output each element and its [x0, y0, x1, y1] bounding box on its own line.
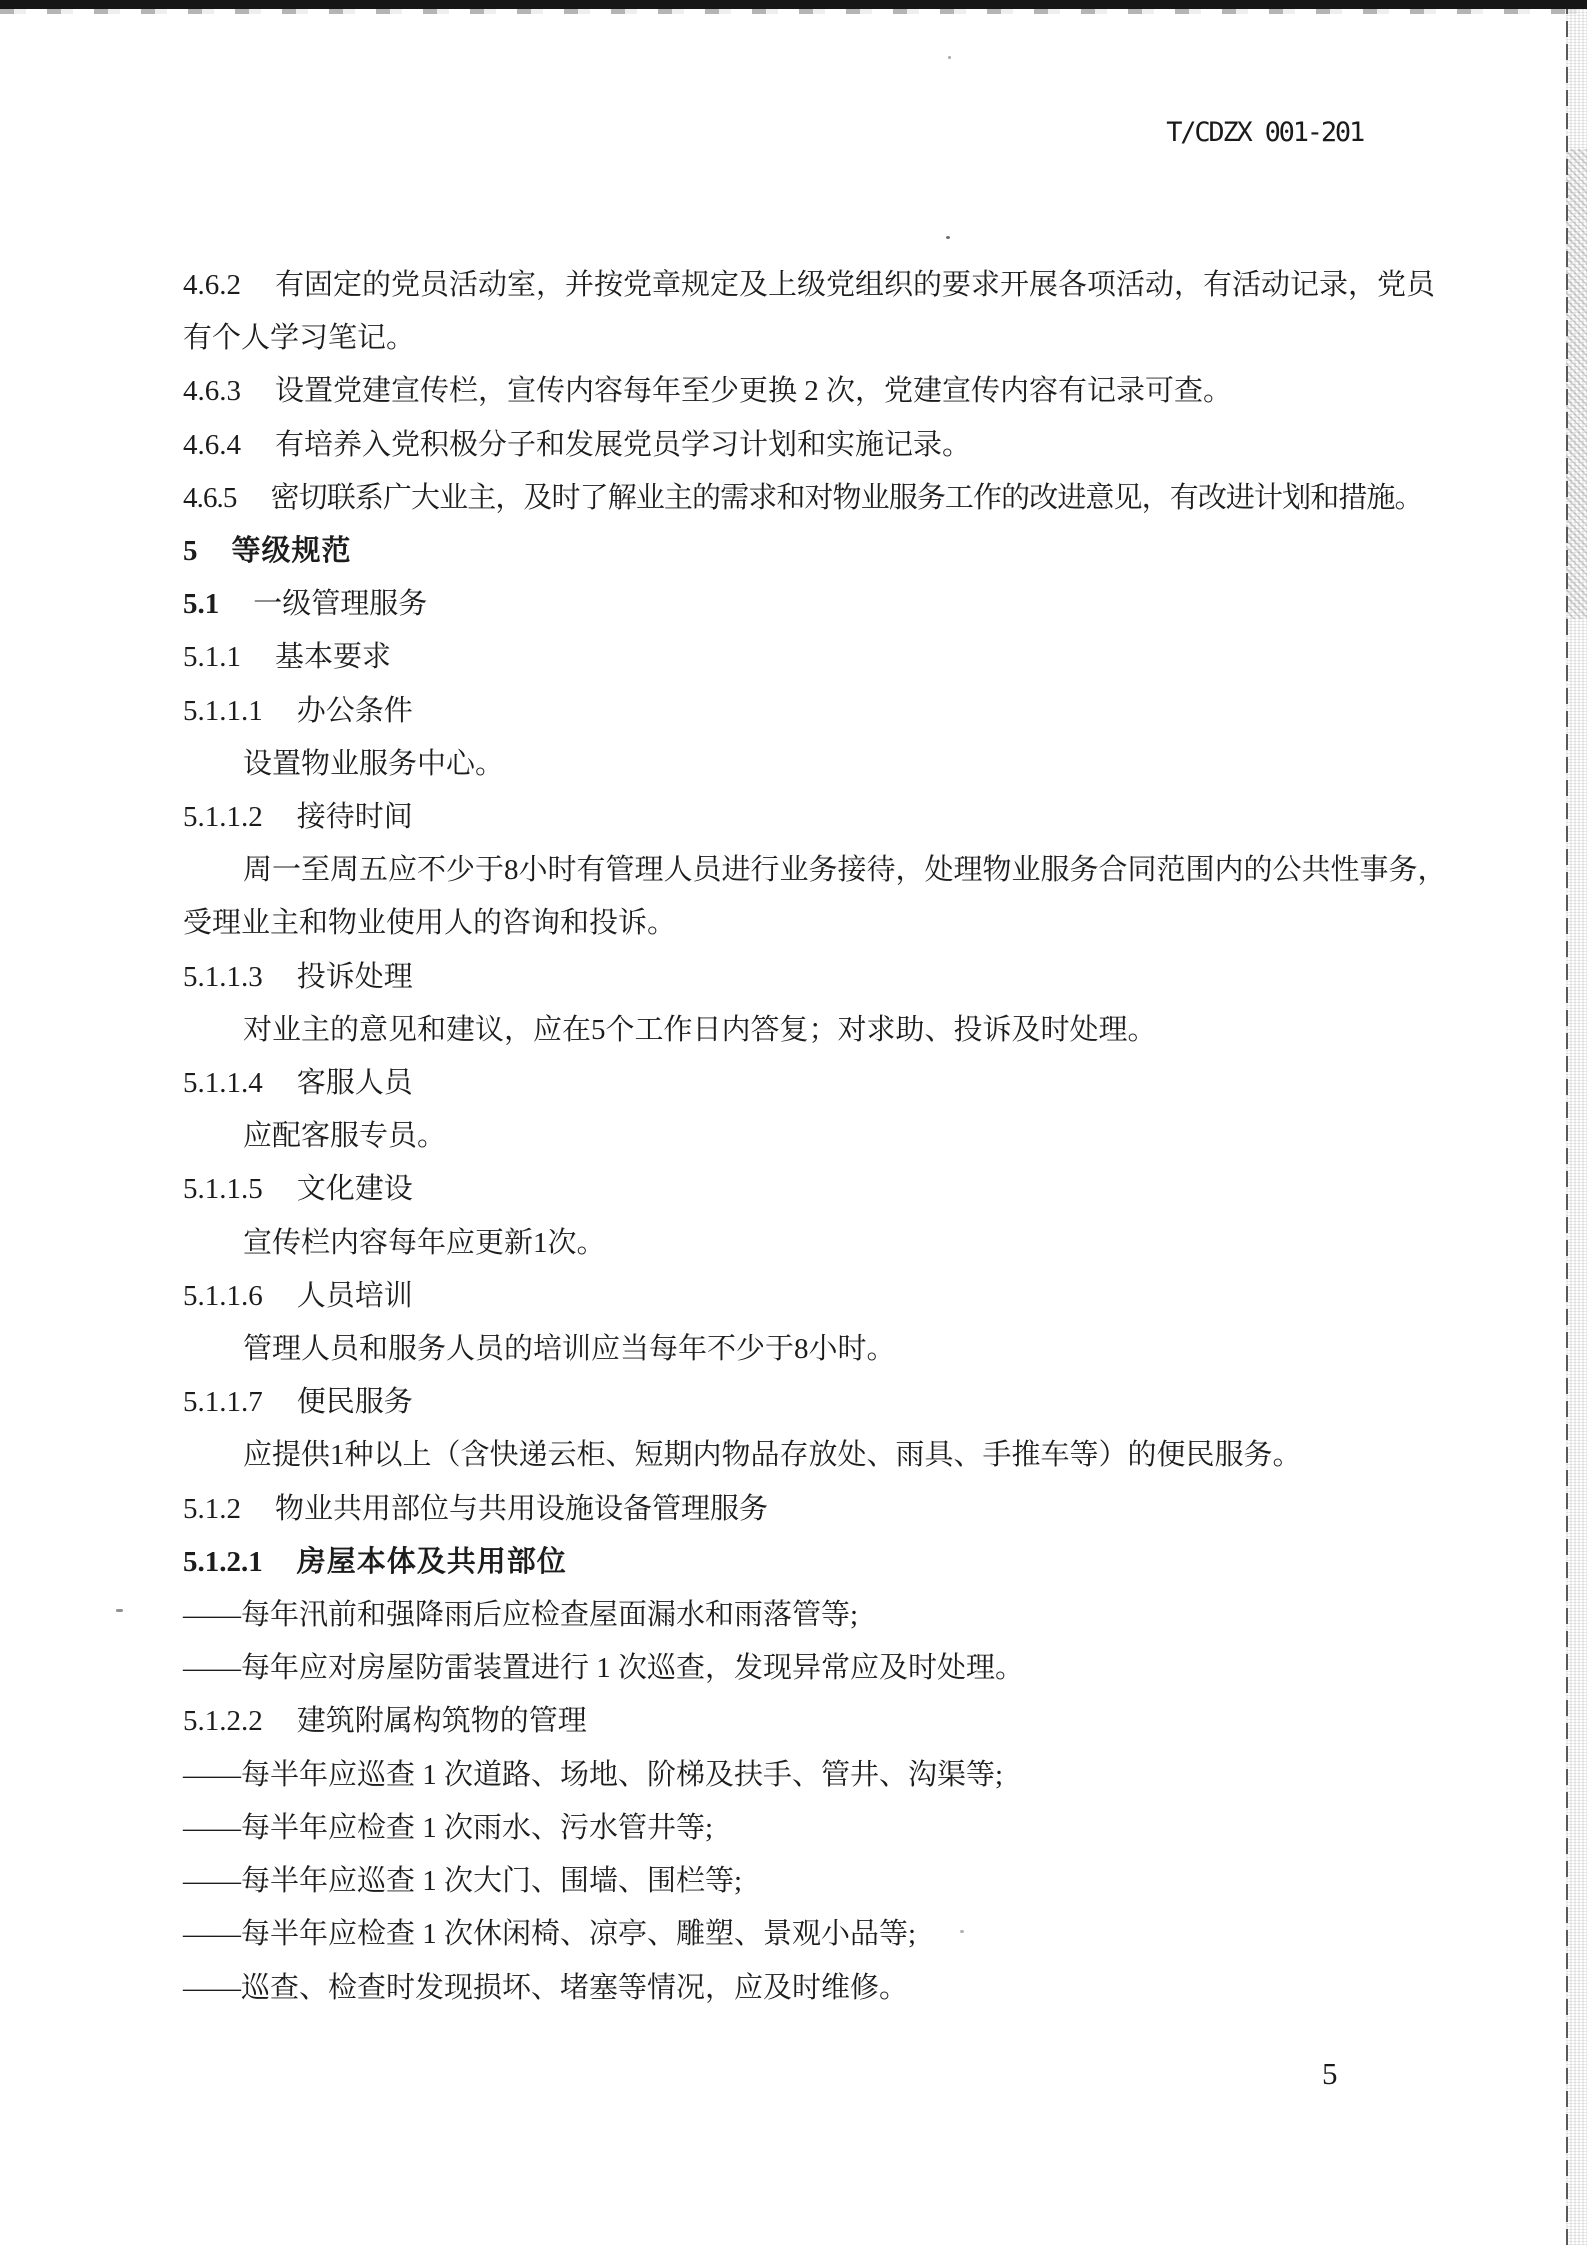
document-line	[183, 259, 1462, 365]
document-line	[183, 1642, 1462, 1695]
document-line	[183, 738, 1462, 791]
clause-text: 办公条件	[296, 694, 413, 727]
clause-text: 建筑附属构筑物的管理	[296, 1705, 587, 1738]
document-line	[183, 1802, 1462, 1855]
document-line	[183, 1962, 1462, 2015]
clause-text: 便民服务	[296, 1386, 413, 1419]
clause-number: 5.1.1.3	[183, 960, 263, 993]
document-line	[183, 1217, 1462, 1270]
standard-code-header: T/CDZX 001-201	[1166, 117, 1363, 148]
document-line	[183, 1908, 1462, 1961]
clause-number: 5.1.2.1	[183, 1545, 263, 1578]
clause-text: 文化建设	[296, 1173, 413, 1206]
scan-speck	[948, 56, 951, 59]
document-line	[183, 791, 1462, 844]
document-line	[183, 1429, 1462, 1482]
clause-text: ——每半年应检查 1 次休闲椅、凉亭、雕塑、景观小品等;	[183, 1918, 917, 1951]
clause-text: 客服人员	[296, 1067, 413, 1100]
clause-text: 一级管理服务	[253, 588, 428, 621]
clause-number: 5.1.1.4	[183, 1067, 263, 1100]
clause-number: 4.6.2	[183, 269, 241, 301]
clause-text: 接待时间	[296, 801, 413, 834]
document-line	[183, 1376, 1462, 1429]
document-line	[183, 1749, 1462, 1802]
document-line	[183, 685, 1462, 738]
clause-text: 应提供1种以上（含快递云柜、短期内物品存放处、雨具、手推车等）的便民服务。	[243, 1439, 1302, 1472]
clause-number: 5.1.1.7	[183, 1386, 263, 1419]
clause-number: 5.1.1	[183, 641, 241, 674]
document-line	[183, 1536, 1462, 1589]
clause-text: ——巡查、检查时发现损坏、堵塞等情况，应及时维修。	[183, 1971, 909, 2004]
clause-text: 设置党建宣传栏，宣传内容每年至少更换 2 次，党建宣传内容有记录可查。	[275, 375, 1233, 408]
clause-text: 应配客服专员。	[243, 1120, 447, 1153]
scan-artifact-right-band	[1566, 9, 1587, 2245]
clause-text: 有培养入党积极分子和发展党员学习计划和实施记录。	[275, 428, 972, 461]
document-body	[183, 259, 1462, 2015]
document-line	[183, 578, 1462, 631]
clause-text: 投诉处理	[296, 960, 413, 993]
document-line	[183, 1004, 1462, 1057]
page-number: 5	[1322, 2056, 1338, 2091]
clause-text: 密切联系广大业主，及时了解业主的需求和对物业服务工作的改进意见，有改进计划和措施。	[270, 481, 1423, 514]
clause-text: ——每半年应巡查 1 次大门、围墙、围栏等;	[183, 1865, 743, 1898]
document-line	[183, 631, 1462, 684]
document-line	[183, 472, 1462, 525]
document-line	[183, 1270, 1462, 1323]
document-line	[183, 1589, 1462, 1642]
document-line	[183, 419, 1462, 472]
document-line	[183, 1057, 1462, 1110]
clause-number: 5	[183, 535, 198, 568]
clause-text: 物业共用部位与共用设施设备管理服务	[275, 1492, 769, 1525]
document-line	[183, 365, 1462, 418]
clause-text: 周一至周五应不少于8小时有管理人员进行业务接待，处理物业服务合同范围内的公共性事务，受理业主和物业使用人的咨询和投诉。	[183, 854, 1447, 940]
clause-text: 等级规范	[231, 535, 352, 568]
clause-text: 基本要求	[275, 641, 392, 674]
clause-number: 4.6.3	[183, 375, 241, 408]
clause-number: 5.1.1.1	[183, 694, 263, 727]
clause-text: 宣传栏内容每年应更新1次。	[243, 1226, 606, 1259]
clause-text: 房屋本体及共用部位	[296, 1545, 567, 1578]
clause-number: 5.1.1.6	[183, 1279, 263, 1312]
clause-text: 管理人员和服务人员的培训应当每年不少于8小时。	[243, 1333, 896, 1366]
scan-speck	[946, 236, 950, 239]
clause-number: 4.6.5	[183, 481, 237, 514]
clause-text: ——每半年应巡查 1 次道路、场地、阶梯及扶手、管井、沟渠等;	[183, 1758, 1004, 1791]
document-line	[183, 1695, 1462, 1748]
document-line	[183, 844, 1462, 950]
clause-number: 5.1.2.2	[183, 1705, 263, 1738]
document-line	[183, 1323, 1462, 1376]
clause-text: 设置物业服务中心。	[243, 747, 505, 780]
clause-text: ——每半年应检查 1 次雨水、污水管井等;	[183, 1811, 714, 1844]
document-line	[183, 1110, 1462, 1163]
document-line	[183, 951, 1462, 1004]
document-line	[183, 1855, 1462, 1908]
clause-number: 4.6.4	[183, 428, 241, 461]
clause-number: 5.1.2	[183, 1492, 241, 1525]
clause-text: 人员培训	[296, 1279, 413, 1312]
clause-number: 5.1.1.5	[183, 1173, 263, 1206]
scan-speck	[960, 1930, 964, 1933]
document-line	[183, 525, 1462, 578]
clause-text: ——每年应对房屋防雷装置进行 1 次巡查，发现异常应及时处理。	[183, 1652, 1025, 1685]
scan-speck	[116, 1609, 123, 1612]
clause-text: ——每年汛前和强降雨后应检查屋面漏水和雨落管等;	[183, 1599, 859, 1632]
scan-artifact-top-bar	[0, 0, 1587, 9]
clause-number: 5.1.1.2	[183, 801, 263, 834]
clause-text: 有固定的党员活动室，并按党章规定及上级党组织的要求开展各项活动，有活动记录，党员有个人学习笔记。	[183, 269, 1436, 355]
document-line	[183, 1483, 1462, 1536]
document-line	[183, 1163, 1462, 1216]
clause-text: 对业主的意见和建议，应在5个工作日内答复；对求助、投诉及时处理。	[243, 1013, 1157, 1046]
clause-number: 5.1	[183, 588, 220, 621]
